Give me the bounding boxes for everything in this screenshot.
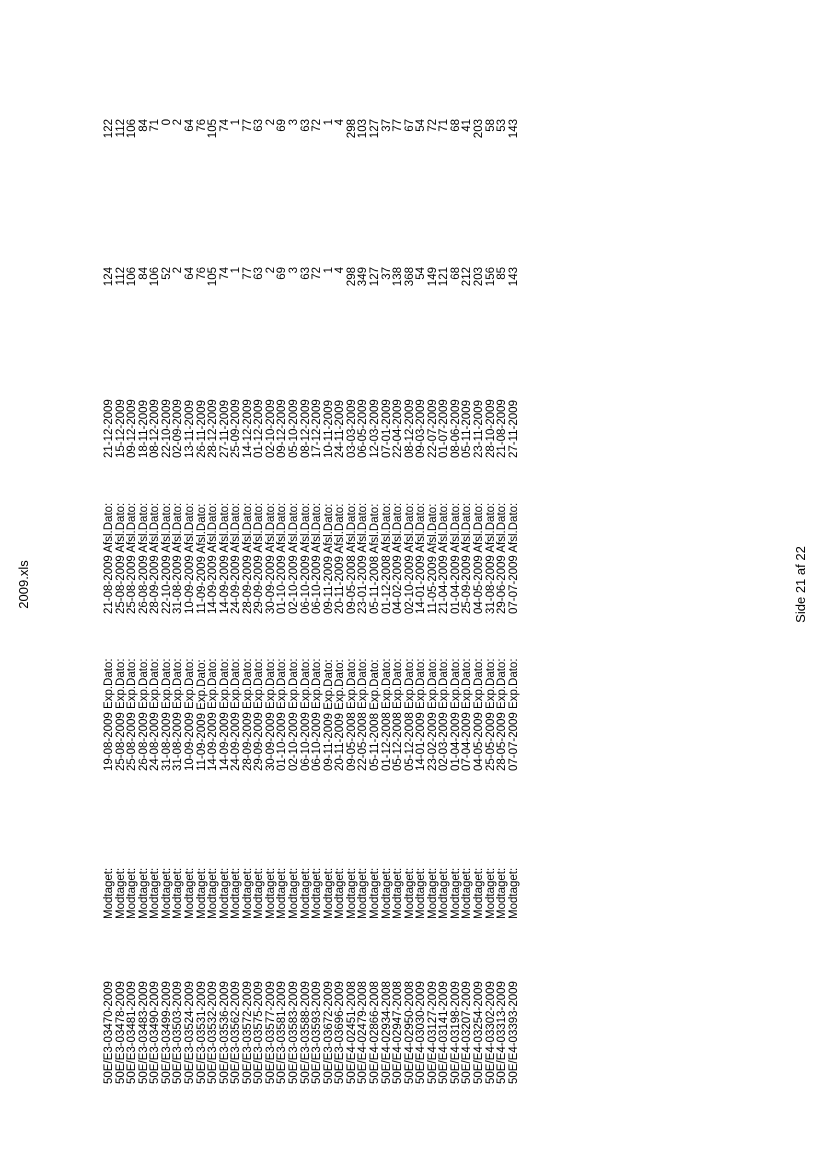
closing-date-cell: 08-12-2009 bbox=[403, 399, 416, 458]
expedition-date-cell: 06-10-2009 Afsl.Dato: bbox=[299, 502, 312, 614]
case-number-cell: 50E/E3-03531-2009 bbox=[195, 981, 208, 1084]
received-label-cell: Modtaget: bbox=[484, 867, 497, 919]
total-days-cell: 84 bbox=[137, 267, 150, 280]
case-number-cell: 50E/E4-02947-2008 bbox=[392, 981, 405, 1084]
received-label-cell: Modtaget: bbox=[149, 867, 162, 919]
closing-date-cell: 08-12-2009 bbox=[299, 399, 312, 458]
closing-date-cell: 13-11-2009 bbox=[183, 400, 196, 458]
expedition-date-cell: 01-10-2009 Afsl.Dato: bbox=[276, 502, 289, 614]
case-number-cell: 50E/E4-03254-2009 bbox=[473, 981, 485, 1084]
closing-date-cell: 21-12-2009 bbox=[103, 399, 115, 458]
case-number-cell: 50E/E4-02866-2008 bbox=[368, 981, 381, 1084]
case-number-cell: 50E/E3-03524-2009 bbox=[183, 981, 196, 1084]
processing-days-cell: 54 bbox=[415, 119, 428, 132]
closing-date-cell: 09-12-2009 bbox=[126, 399, 139, 458]
received-date-cell: 05-12-2008 Exp.Dato: bbox=[403, 658, 416, 771]
received-date-cell: 31-08-2009 Exp.Dato: bbox=[172, 658, 185, 771]
total-days-cell: 68 bbox=[449, 267, 462, 280]
received-label-cell: Modtaget: bbox=[230, 867, 243, 919]
closing-date-cell: 15-12-2009 bbox=[114, 399, 127, 458]
received-label-cell: Modtaget: bbox=[276, 867, 289, 919]
expedition-date-cell: 30-09-2009 Afsl.Dato: bbox=[264, 502, 277, 614]
total-days-cell: 63 bbox=[299, 267, 312, 280]
processing-days-cell: 64 bbox=[183, 119, 196, 132]
total-days-cell: 52 bbox=[160, 267, 173, 280]
received-date-cell: 02-03-2009 Exp.Dato: bbox=[438, 658, 451, 771]
received-label-cell: Modtaget: bbox=[160, 867, 173, 919]
total-days-cell: 77 bbox=[241, 267, 254, 280]
closing-date-cell: 28-12-2009 bbox=[207, 399, 220, 458]
received-label-cell: Modtaget: bbox=[415, 867, 428, 919]
case-table bbox=[104, 0, 520, 1169]
processing-days-cell: 84 bbox=[137, 119, 150, 132]
total-days-cell: 106 bbox=[149, 267, 162, 287]
expedition-date-cell: 11-09-2009 Afsl.Dato: bbox=[195, 503, 208, 614]
expedition-date-cell: 07-07-2009 Afsl.Dato: bbox=[507, 502, 520, 614]
expedition-date-cell: 23-01-2009 Afsl.Dato: bbox=[357, 502, 370, 614]
total-days-cell: 64 bbox=[183, 267, 196, 280]
case-number-cell: 50E/E4-02451-2008 bbox=[345, 981, 358, 1084]
total-days-cell: 85 bbox=[496, 267, 509, 280]
total-days-cell: 76 bbox=[195, 267, 208, 280]
expedition-date-cell: 09-11-2009 Afsl.Dato: bbox=[322, 503, 335, 614]
total-days-cell: 106 bbox=[126, 267, 139, 287]
table-row bbox=[509, 0, 521, 1169]
received-date-cell: 25-08-2009 Exp.Dato: bbox=[114, 658, 127, 771]
received-label-cell: Modtaget: bbox=[195, 867, 208, 919]
table-row bbox=[104, 0, 116, 1169]
total-days-cell: 121 bbox=[438, 267, 451, 287]
expedition-date-cell: 11-05-2009 Afsl.Dato: bbox=[426, 503, 439, 614]
expedition-date-cell: 24-09-2009 Afsl.Dato: bbox=[230, 502, 243, 614]
closing-date-cell: 05-10-2009 bbox=[288, 399, 300, 458]
closing-date-cell: 02-09-2009 bbox=[172, 399, 185, 458]
received-date-cell: 11-09-2009 Exp.Dato: bbox=[195, 659, 208, 771]
processing-days-cell: 63 bbox=[299, 119, 312, 132]
received-label-cell: Modtaget: bbox=[114, 867, 127, 919]
closing-date-cell: 22-07-2009 bbox=[426, 399, 439, 458]
received-label-cell: Modtaget: bbox=[183, 867, 196, 919]
processing-days-cell: 2 bbox=[264, 119, 277, 126]
case-number-cell: 50E/E4-03393-2009 bbox=[507, 981, 520, 1084]
received-label-cell: Modtaget: bbox=[334, 867, 347, 919]
total-days-cell: 4 bbox=[334, 267, 347, 274]
expedition-date-cell: 04-05-2009 Afsl.Dato: bbox=[473, 502, 485, 614]
received-label-cell: Modtaget: bbox=[380, 867, 393, 919]
closing-date-cell: 17-12-2009 bbox=[311, 399, 324, 458]
closing-date-cell: 06-05-2009 bbox=[357, 399, 370, 458]
received-date-cell: 01-10-2009 Exp.Dato: bbox=[276, 658, 289, 771]
processing-days-cell: 106 bbox=[126, 119, 139, 139]
received-date-cell: 02-10-2009 Exp.Dato: bbox=[288, 658, 300, 771]
received-date-cell: 31-08-2009 Exp.Dato: bbox=[160, 658, 173, 771]
received-label-cell: Modtaget: bbox=[207, 867, 220, 919]
table-row bbox=[185, 0, 197, 1169]
expedition-date-cell: 14-09-2009 Afsl.Dato: bbox=[207, 502, 220, 614]
total-days-cell: 54 bbox=[415, 267, 428, 280]
expedition-date-cell: 10-09-2009 Afsl.Dato: bbox=[183, 502, 196, 614]
received-date-cell: 19-08-2009 Exp.Dato: bbox=[103, 658, 115, 771]
processing-days-cell: 72 bbox=[311, 119, 324, 132]
case-number-cell: 50E/E3-03581-2009 bbox=[276, 981, 289, 1084]
table-row bbox=[370, 0, 382, 1169]
received-label-cell: Modtaget: bbox=[253, 867, 266, 919]
received-label-cell: Modtaget: bbox=[357, 867, 370, 919]
received-date-cell: 24-08-2009 Exp.Dato: bbox=[149, 658, 162, 771]
processing-days-cell: 103 bbox=[357, 119, 370, 139]
received-label-cell: Modtaget: bbox=[137, 867, 150, 919]
table-row bbox=[208, 0, 220, 1169]
processing-days-cell: 69 bbox=[276, 119, 289, 132]
expedition-date-cell: 28-09-2009 Afsl.Dato: bbox=[149, 502, 162, 614]
closing-date-cell: 18-11-2009 bbox=[137, 400, 150, 458]
total-days-cell: 212 bbox=[461, 267, 474, 287]
closing-date-cell: 21-08-2009 bbox=[496, 399, 509, 458]
total-days-cell: 3 bbox=[288, 267, 300, 274]
total-days-cell: 143 bbox=[507, 267, 520, 287]
received-label-cell: Modtaget: bbox=[449, 867, 462, 919]
received-date-cell: 25-08-2009 Exp.Dato: bbox=[126, 658, 139, 771]
case-number-cell: 50E/E3-03490-2009 bbox=[149, 981, 162, 1084]
processing-days-cell: 203 bbox=[473, 119, 485, 139]
closing-date-cell: 27-11-2009 bbox=[507, 400, 520, 458]
closing-date-cell: 08-06-2009 bbox=[449, 399, 462, 458]
expedition-date-cell: 22-10-2009 Afsl.Dato: bbox=[160, 502, 173, 614]
received-label-cell: Modtaget: bbox=[288, 867, 300, 919]
closing-date-cell: 24-11-2009 bbox=[334, 400, 347, 458]
received-label-cell: Modtaget: bbox=[126, 867, 139, 919]
expedition-date-cell: 28-09-2009 Afsl.Dato: bbox=[241, 502, 254, 614]
received-date-cell: 22-05-2008 Exp.Dato: bbox=[357, 658, 370, 771]
expedition-date-cell: 06-10-2009 Afsl.Dato: bbox=[311, 502, 324, 614]
total-days-cell: 349 bbox=[357, 267, 370, 287]
case-number-cell: 50E/E3-03696-2009 bbox=[334, 981, 347, 1084]
total-days-cell: 368 bbox=[403, 267, 416, 287]
closing-date-cell: 27-11-2009 bbox=[218, 400, 231, 458]
closing-date-cell: 23-11-2009 bbox=[473, 400, 485, 458]
case-number-cell: 50E/E4-03141-2009 bbox=[438, 981, 451, 1084]
processing-days-cell: 74 bbox=[218, 119, 231, 132]
table-row bbox=[474, 0, 486, 1169]
expedition-date-cell: 25-09-2009 Afsl.Dato: bbox=[461, 502, 474, 614]
case-number-cell: 50E/E3-03588-2009 bbox=[299, 981, 312, 1084]
processing-days-cell: 37 bbox=[380, 119, 393, 132]
closing-date-cell: 09-12-2009 bbox=[276, 399, 289, 458]
received-label-cell: Modtaget: bbox=[461, 867, 474, 919]
received-date-cell: 05-12-2008 Exp.Dato: bbox=[392, 658, 405, 771]
received-date-cell: 07-07-2009 Exp.Dato: bbox=[507, 658, 520, 771]
closing-date-cell: 26-11-2009 bbox=[195, 400, 208, 458]
total-days-cell: 63 bbox=[253, 267, 266, 280]
expedition-date-cell: 14-01-2009 Afsl.Dato: bbox=[415, 502, 428, 614]
closing-date-cell: 28-10-2009 bbox=[484, 399, 497, 458]
received-date-cell: 04-05-2009 Exp.Dato: bbox=[473, 658, 485, 771]
case-number-cell: 50E/E3-03577-2009 bbox=[264, 981, 277, 1084]
expedition-date-cell: 04-02-2009 Afsl.Dato: bbox=[392, 502, 405, 614]
received-date-cell: 10-09-2009 Exp.Dato: bbox=[183, 658, 196, 771]
processing-days-cell: 58 bbox=[484, 119, 497, 132]
case-number-cell: 50E/E3-03478-2009 bbox=[114, 981, 127, 1084]
case-number-cell: 50E/E4-03313-2009 bbox=[496, 981, 509, 1084]
case-number-cell: 50E/E4-03030-2009 bbox=[415, 981, 428, 1084]
case-number-cell: 50E/E3-03572-2009 bbox=[241, 981, 254, 1084]
total-days-cell: 2 bbox=[264, 267, 277, 274]
page-footer-label: Side 21 af 22 bbox=[793, 546, 808, 623]
received-label-cell: Modtaget: bbox=[311, 867, 324, 919]
received-label-cell: Modtaget: bbox=[438, 867, 451, 919]
processing-days-cell: 63 bbox=[253, 119, 266, 132]
processing-days-cell: 53 bbox=[496, 119, 509, 132]
processing-days-cell: 77 bbox=[392, 119, 405, 132]
table-row bbox=[312, 0, 324, 1169]
expedition-date-cell: 29-06-2009 Afsl.Dato: bbox=[496, 502, 509, 614]
received-date-cell: 24-09-2009 Exp.Dato: bbox=[230, 658, 243, 771]
total-days-cell: 127 bbox=[368, 267, 381, 287]
case-number-cell: 50E/E3-03532-2009 bbox=[207, 981, 220, 1084]
case-number-cell: 50E/E3-03672-2009 bbox=[322, 981, 335, 1084]
received-label-cell: Modtaget: bbox=[264, 867, 277, 919]
received-date-cell: 01-12-2008 Exp.Dato: bbox=[380, 658, 393, 771]
processing-days-cell: 298 bbox=[345, 119, 358, 139]
expedition-date-cell: 21-04-2009 Afsl.Dato: bbox=[438, 502, 451, 614]
processing-days-cell: 41 bbox=[461, 119, 474, 132]
expedition-date-cell: 21-08-2009 Afsl.Dato: bbox=[103, 502, 115, 614]
case-number-cell: 50E/E4-02950-2008 bbox=[403, 981, 416, 1084]
total-days-cell: 72 bbox=[311, 267, 324, 280]
closing-date-cell: 14-12-2009 bbox=[241, 399, 254, 458]
received-date-cell: 28-05-2009 Exp.Dato: bbox=[496, 658, 509, 771]
processing-days-cell: 105 bbox=[207, 119, 220, 139]
processing-days-cell: 71 bbox=[149, 119, 162, 132]
case-number-cell: 50E/E3-03470-2009 bbox=[103, 981, 115, 1084]
total-days-cell: 203 bbox=[473, 267, 485, 287]
closing-date-cell: 08-12-2009 bbox=[149, 399, 162, 458]
received-date-cell: 28-09-2009 Exp.Dato: bbox=[241, 658, 254, 771]
received-date-cell: 23-02-2009 Exp.Dato: bbox=[426, 658, 439, 771]
page-header-filename: 2009.xls bbox=[16, 560, 31, 609]
received-label-cell: Modtaget: bbox=[426, 867, 439, 919]
processing-days-cell: 72 bbox=[426, 119, 439, 132]
received-label-cell: Modtaget: bbox=[322, 867, 335, 919]
case-number-cell: 50E/E4-03198-2009 bbox=[449, 981, 462, 1084]
received-label-cell: Modtaget: bbox=[218, 867, 231, 919]
case-number-cell: 50E/E3-03483-2009 bbox=[137, 981, 150, 1084]
total-days-cell: 124 bbox=[103, 267, 115, 287]
closing-date-cell: 05-11-2009 bbox=[461, 400, 474, 458]
total-days-cell: 138 bbox=[392, 267, 405, 287]
processing-days-cell: 127 bbox=[368, 119, 381, 139]
processing-days-cell: 71 bbox=[438, 119, 451, 132]
received-date-cell: 14-09-2009 Exp.Dato: bbox=[207, 658, 220, 771]
case-number-cell: 50E/E3-03536-2009 bbox=[218, 981, 231, 1084]
case-number-cell: 50E/E3-03583-2009 bbox=[288, 981, 300, 1084]
processing-days-cell: 67 bbox=[403, 119, 416, 132]
expedition-date-cell: 26-08-2009 Afsl.Dato: bbox=[137, 502, 150, 614]
closing-date-cell: 12-03-2009 bbox=[368, 399, 381, 458]
received-label-cell: Modtaget: bbox=[103, 867, 115, 919]
expedition-date-cell: 20-11-2009 Afsl.Dato: bbox=[334, 503, 347, 614]
case-number-cell: 50E/E3-03481-2009 bbox=[126, 981, 139, 1084]
total-days-cell: 37 bbox=[380, 267, 393, 280]
total-days-cell: 298 bbox=[345, 267, 358, 287]
expedition-date-cell: 05-11-2008 Afsl.Dato: bbox=[368, 503, 381, 614]
total-days-cell: 156 bbox=[484, 267, 497, 287]
case-number-cell: 50E/E3-03562-2009 bbox=[230, 981, 243, 1084]
total-days-cell: 2 bbox=[172, 267, 185, 274]
received-label-cell: Modtaget: bbox=[403, 867, 416, 919]
case-number-cell: 50E/E3-03499-2009 bbox=[160, 981, 173, 1084]
total-days-cell: 1 bbox=[230, 267, 243, 274]
expedition-date-cell: 01-04-2009 Afsl.Dato: bbox=[449, 502, 462, 614]
closing-date-cell: 07-01-2009 bbox=[380, 399, 393, 458]
processing-days-cell: 0 bbox=[160, 119, 173, 126]
received-label-cell: Modtaget: bbox=[345, 867, 358, 919]
processing-days-cell: 1 bbox=[322, 119, 335, 126]
received-date-cell: 09-05-2008 Exp.Dato: bbox=[345, 658, 358, 771]
received-label-cell: Modtaget: bbox=[392, 867, 405, 919]
received-label-cell: Modtaget: bbox=[368, 867, 381, 919]
table-row bbox=[497, 0, 509, 1169]
processing-days-cell: 68 bbox=[449, 119, 462, 132]
expedition-date-cell: 29-09-2009 Afsl.Dato: bbox=[253, 502, 266, 614]
received-date-cell: 07-04-2009 Exp.Dato: bbox=[461, 658, 474, 771]
received-date-cell: 25-05-2009 Exp.Dato: bbox=[484, 658, 497, 771]
table-row bbox=[393, 0, 405, 1169]
case-number-cell: 50E/E4-02934-2008 bbox=[380, 981, 393, 1084]
expedition-date-cell: 31-08-2009 Afsl.Dato: bbox=[172, 502, 185, 614]
closing-date-cell: 03-03-2009 bbox=[345, 399, 358, 458]
case-number-cell: 50E/E4-03302-2009 bbox=[484, 981, 497, 1084]
total-days-cell: 149 bbox=[426, 267, 439, 287]
processing-days-cell: 143 bbox=[507, 119, 520, 139]
expedition-date-cell: 09-05-2008 Afsl.Dato: bbox=[345, 502, 358, 614]
table-row bbox=[289, 0, 301, 1169]
received-label-cell: Modtaget: bbox=[507, 867, 520, 919]
received-date-cell: 14-09-2009 Exp.Dato: bbox=[218, 658, 231, 771]
expedition-date-cell: 25-08-2009 Afsl.Dato: bbox=[126, 502, 139, 614]
received-label-cell: Modtaget: bbox=[299, 867, 312, 919]
case-number-cell: 50E/E3-03593-2009 bbox=[311, 981, 324, 1084]
received-date-cell: 20-11-2009 Exp.Dato: bbox=[334, 659, 347, 771]
expedition-date-cell: 31-08-2009 Afsl.Dato: bbox=[484, 502, 497, 614]
closing-date-cell: 09-03-2009 bbox=[415, 399, 428, 458]
expedition-date-cell: 14-09-2009 Afsl.Dato: bbox=[218, 502, 231, 614]
expedition-date-cell: 02-10-2009 Afsl.Dato: bbox=[288, 502, 300, 614]
closing-date-cell: 22-04-2009 bbox=[392, 399, 405, 458]
expedition-date-cell: 02-10-2009 Afsl.Dato: bbox=[403, 502, 416, 614]
expedition-date-cell: 25-08-2009 Afsl.Dato: bbox=[114, 502, 127, 614]
closing-date-cell: 01-12-2009 bbox=[253, 399, 266, 458]
processing-days-cell: 77 bbox=[241, 119, 254, 132]
case-number-cell: 50E/E3-03575-2009 bbox=[253, 981, 266, 1084]
received-date-cell: 14-01-2009 Exp.Dato: bbox=[415, 658, 428, 771]
case-number-cell: 50E/E3-03503-2009 bbox=[172, 981, 185, 1084]
processing-days-cell: 76 bbox=[195, 119, 208, 132]
table-row bbox=[127, 0, 139, 1169]
processing-days-cell: 112 bbox=[114, 119, 127, 138]
processing-days-cell: 122 bbox=[103, 119, 115, 139]
closing-date-cell: 02-10-2009 bbox=[264, 399, 277, 458]
total-days-cell: 105 bbox=[207, 267, 220, 287]
received-label-cell: Modtaget: bbox=[241, 867, 254, 919]
received-label-cell: Modtaget: bbox=[496, 867, 509, 919]
closing-date-cell: 22-10-2009 bbox=[160, 399, 173, 458]
expedition-date-cell: 01-12-2008 Afsl.Dato: bbox=[380, 502, 393, 614]
case-number-cell: 50E/E4-03127-2009 bbox=[426, 981, 439, 1084]
total-days-cell: 112 bbox=[114, 267, 127, 286]
received-date-cell: 06-10-2009 Exp.Dato: bbox=[311, 658, 324, 771]
received-label-cell: Modtaget: bbox=[172, 867, 185, 919]
total-days-cell: 1 bbox=[322, 267, 335, 274]
processing-days-cell: 4 bbox=[334, 119, 347, 126]
closing-date-cell: 25-09-2009 bbox=[230, 399, 243, 458]
case-number-cell: 50E/E4-03207-2009 bbox=[461, 981, 474, 1084]
received-date-cell: 29-09-2009 Exp.Dato: bbox=[253, 658, 266, 771]
received-date-cell: 05-11-2008 Exp.Dato: bbox=[368, 659, 381, 771]
received-date-cell: 06-10-2009 Exp.Dato: bbox=[299, 658, 312, 771]
case-number-cell: 50E/E4-02479-2008 bbox=[357, 981, 370, 1084]
closing-date-cell: 10-11-2009 bbox=[322, 400, 335, 458]
received-label-cell: Modtaget: bbox=[473, 867, 485, 919]
received-date-cell: 30-09-2009 Exp.Dato: bbox=[264, 658, 277, 771]
processing-days-cell: 3 bbox=[288, 119, 300, 126]
closing-date-cell: 01-07-2009 bbox=[438, 399, 451, 458]
total-days-cell: 69 bbox=[276, 267, 289, 280]
received-date-cell: 09-11-2009 Exp.Dato: bbox=[322, 659, 335, 771]
total-days-cell: 74 bbox=[218, 267, 231, 280]
received-date-cell: 01-04-2009 Exp.Dato: bbox=[449, 658, 462, 771]
processing-days-cell: 1 bbox=[230, 119, 243, 126]
received-date-cell: 26-08-2009 Exp.Dato: bbox=[137, 658, 150, 771]
processing-days-cell: 2 bbox=[172, 119, 185, 126]
